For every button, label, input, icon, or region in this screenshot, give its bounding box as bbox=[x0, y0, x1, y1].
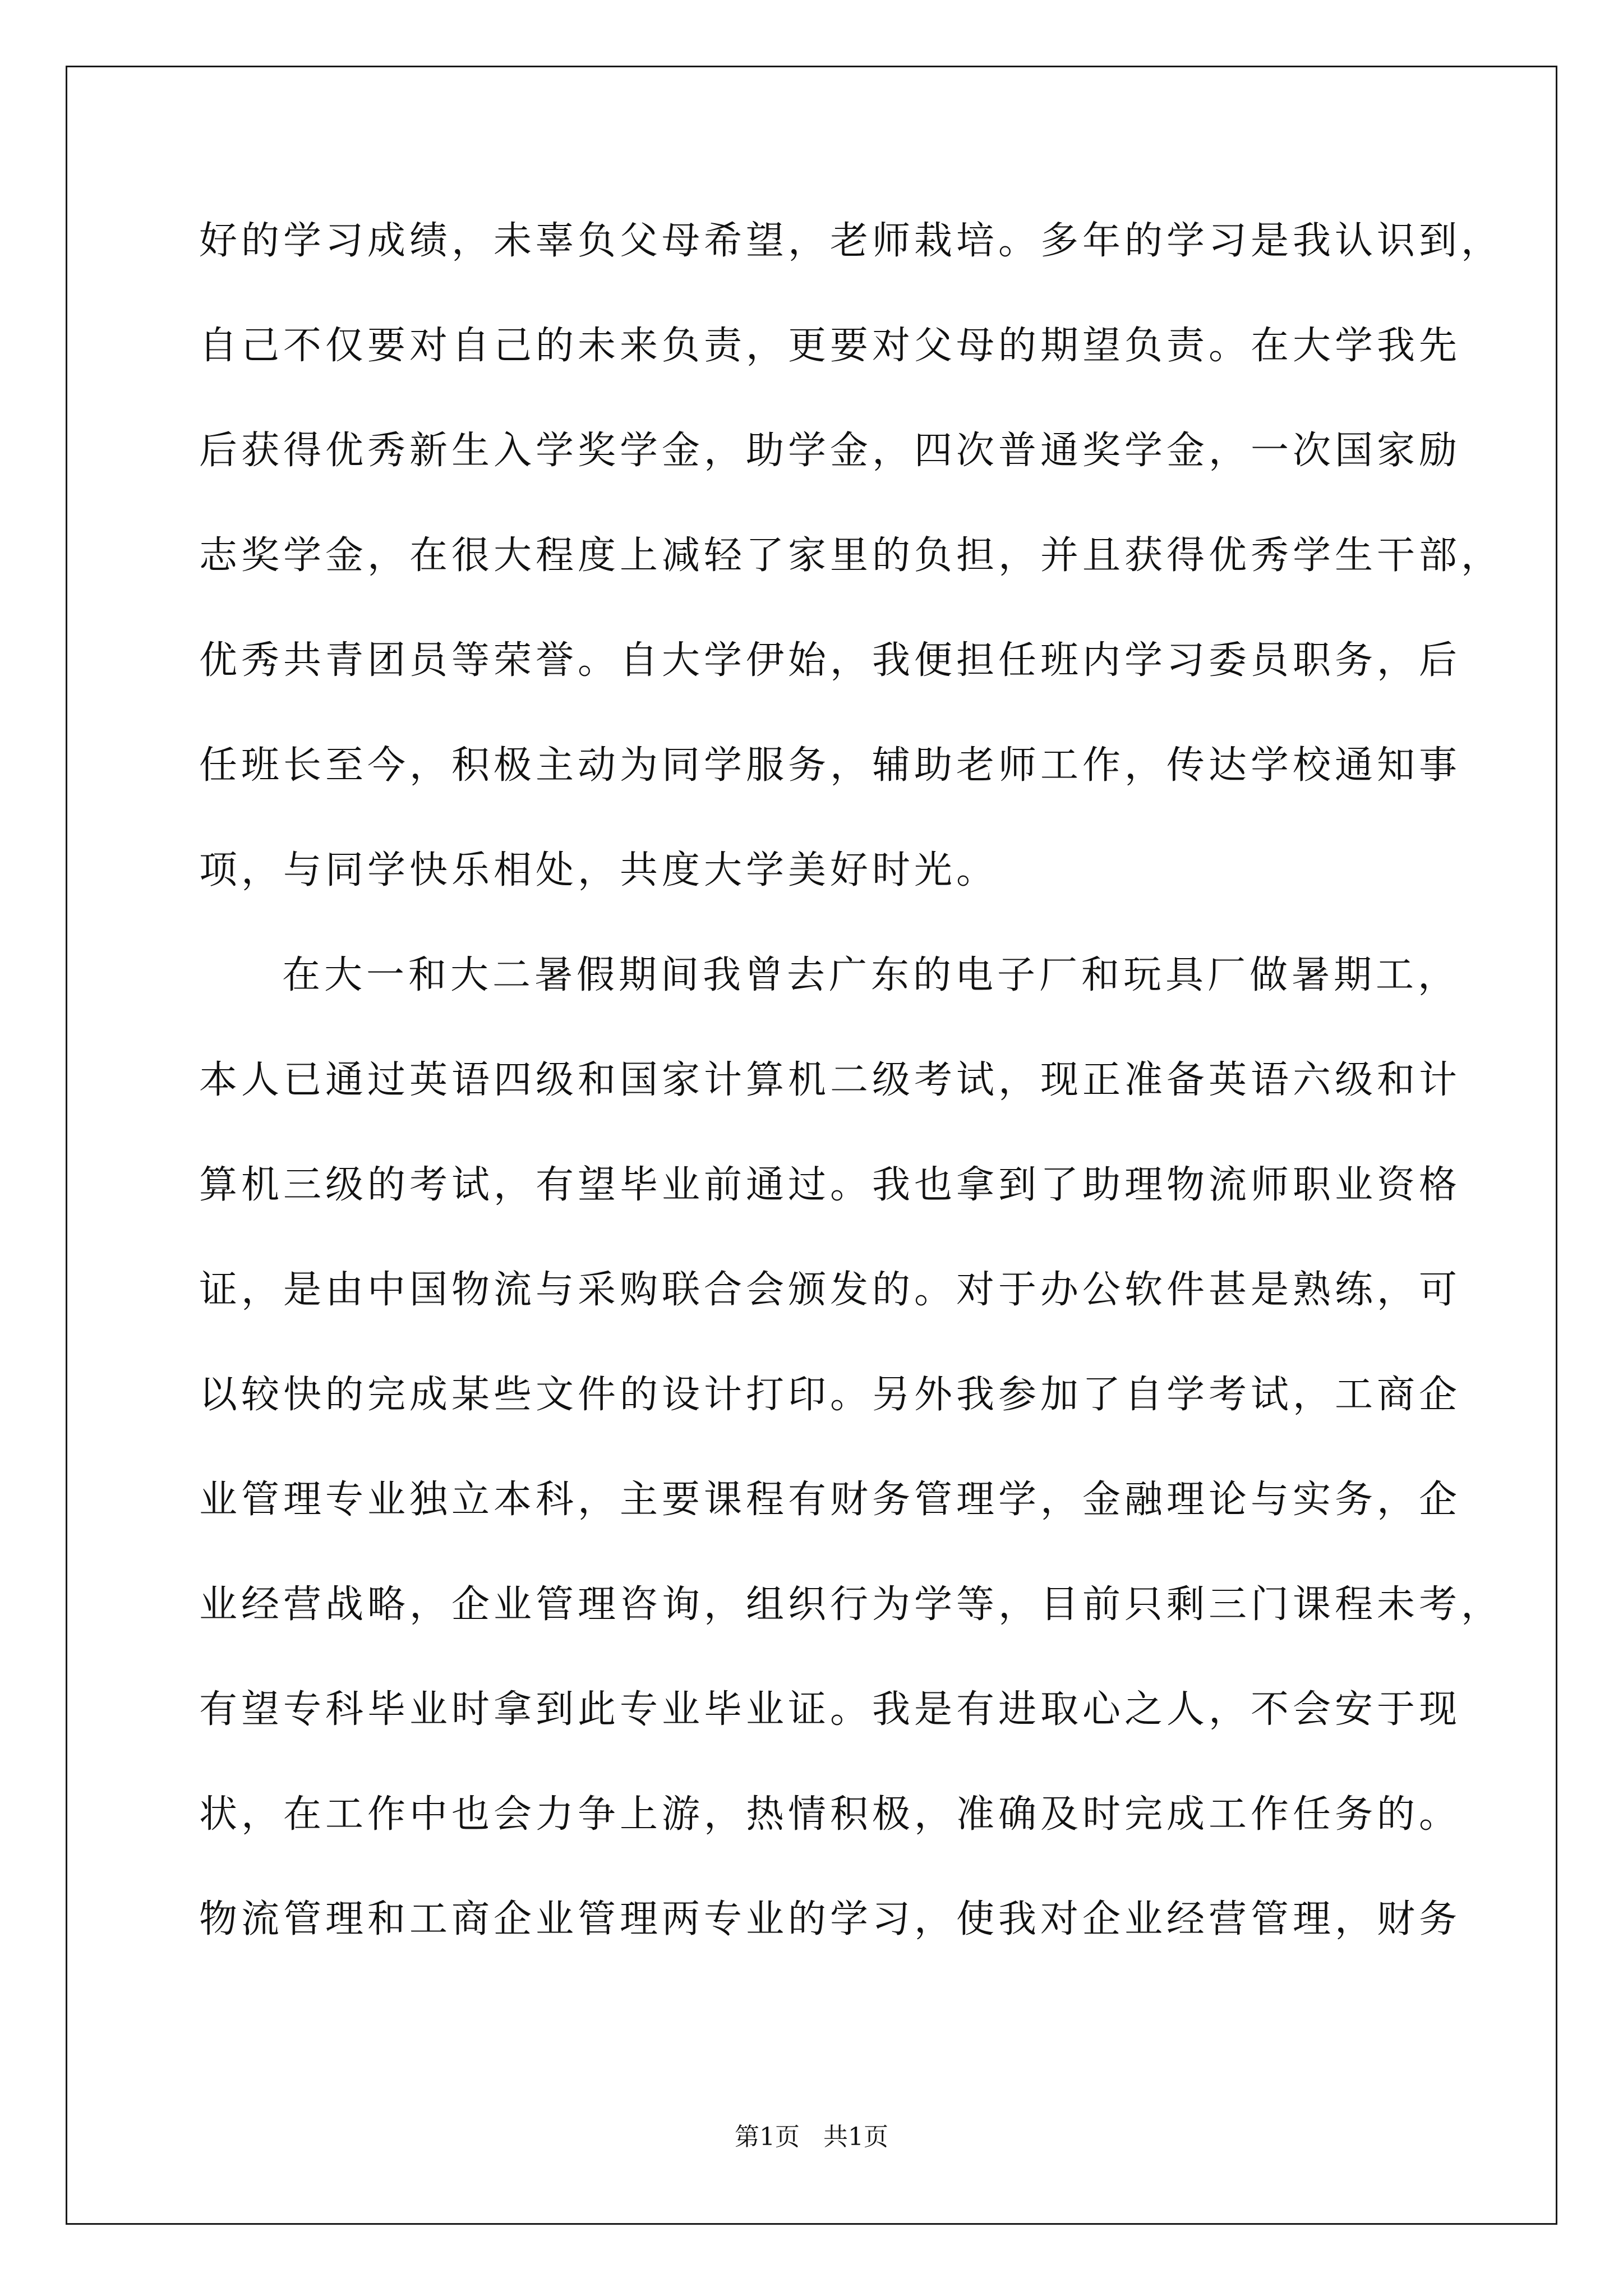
text-line-17: 物流管理和工商企业管理两专业的学习，使我对企业经营管理，财务 bbox=[199, 1897, 1461, 1941]
text-line-15: 有望专科毕业时拿到此专业毕业证。我是有进取心之人，不会安于现 bbox=[199, 1687, 1461, 1732]
text-line-3: 后获得优秀新生入学奖学金，助学金，四次普通奖学金，一次国家励 bbox=[199, 429, 1461, 473]
text-line-13: 业管理专业独立本科，主要课程有财务管理学，金融理论与实务，企 bbox=[199, 1478, 1461, 1522]
paragraph-2-first-line: 在大一和大二暑假期间我曾去广东的电子厂和玩具厂做暑期工， bbox=[282, 953, 1460, 997]
page-number-footer: 第1页 共1页 bbox=[735, 2123, 888, 2151]
text-line-14: 业经营战略，企业管理咨询，组织行为学等，目前只剩三门课程未考， bbox=[199, 1582, 1504, 1627]
text-line-4: 志奖学金，在很大程度上减轻了家里的负担，并且获得优秀学生干部， bbox=[199, 533, 1504, 578]
text-line-12: 以较快的完成某些文件的设计打印。另外我参加了自学考试，工商企 bbox=[199, 1373, 1461, 1417]
text-line-16: 状，在工作中也会力争上游，热情积极，准确及时完成工作任务的。 bbox=[199, 1792, 1461, 1837]
document-body bbox=[199, 219, 1504, 2002]
text-line-9: 本人已通过英语四级和国家计算机二级考试，现正准备英语六级和计 bbox=[199, 1058, 1461, 1102]
text-line-2: 自己不仅要对自己的未来负责，更要对父母的期望负责。在大学我先 bbox=[199, 324, 1461, 368]
text-line-11: 证，是由中国物流与采购联合会颁发的。对于办公软件甚是熟练，可 bbox=[199, 1268, 1461, 1312]
text-line-5: 优秀共青团员等荣誉。自大学伊始，我便担任班内学习委员职务，后 bbox=[199, 638, 1461, 683]
text-line-6: 任班长至今，积极主动为同学服务，辅助老师工作，传达学校通知事 bbox=[199, 743, 1461, 788]
text-line-7: 项，与同学快乐相处，共度大学美好时光。 bbox=[199, 848, 999, 892]
text-line-1: 好的学习成绩，未辜负父母希望，老师栽培。多年的学习是我认识到， bbox=[199, 219, 1504, 263]
text-line-10: 算机三级的考试，有望毕业前通过。我也拿到了助理物流师职业资格 bbox=[199, 1163, 1461, 1207]
